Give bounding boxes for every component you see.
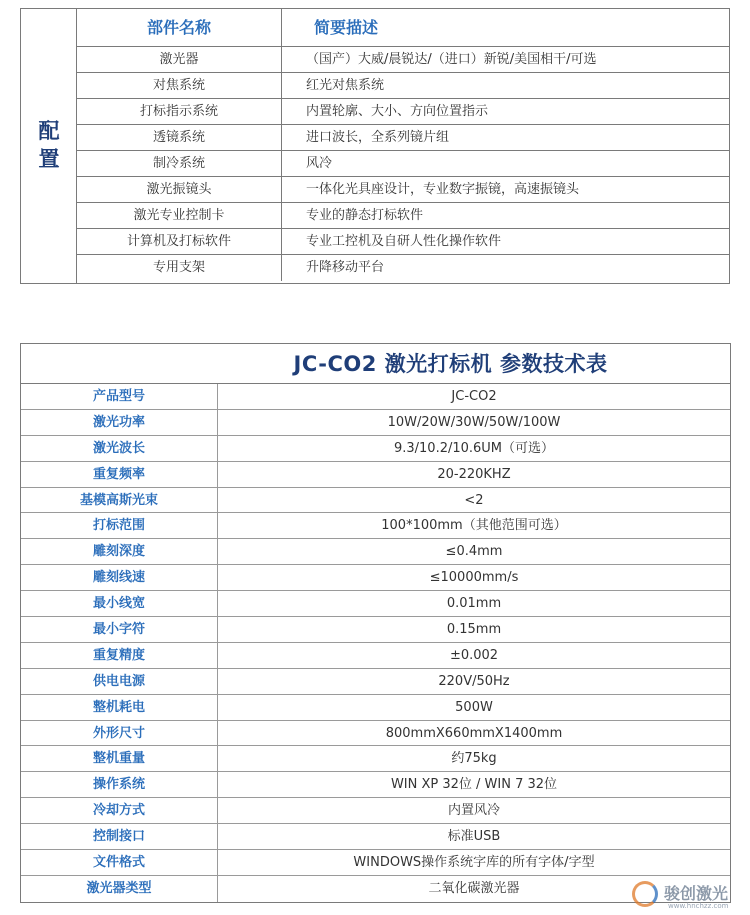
config-part-cell: 激光振镜头 [77, 177, 282, 202]
config-part-cell: 对焦系统 [77, 73, 282, 98]
spec-value-cell: 500W [455, 699, 493, 715]
spec-key-cell: 重复频率 [21, 462, 218, 487]
config-part-cell: 透镜系统 [77, 125, 282, 150]
spec-row [21, 565, 730, 591]
spec-key-cell: 重复精度 [21, 643, 218, 668]
spec-key-cell: 激光器类型 [21, 876, 218, 902]
spec-row [21, 695, 730, 721]
spec-value-cell: ≤10000mm/s [429, 570, 519, 586]
spec-row [21, 643, 730, 669]
spec-key-cell: 打标范围 [21, 513, 218, 538]
config-part-cell: 专用支架 [77, 255, 282, 281]
spec-key-cell: 基模高斯光束 [21, 488, 218, 513]
spec-key-cell: 整机耗电 [21, 695, 218, 720]
config-row [77, 255, 729, 281]
spec-key-cell: 激光功率 [21, 410, 218, 435]
spec-key-cell: 文件格式 [21, 850, 218, 875]
spec-title: JC-CO2 激光打标机 参数技术表 [21, 344, 730, 384]
spec-value-cell: WIN XP 32位 / WIN 7 32位 [390, 777, 558, 793]
watermark-url: www.hnchzz.com [668, 902, 729, 910]
spec-row [21, 798, 730, 824]
spec-value-cell: 9.3/10.2/10.6UM（可选） [393, 440, 555, 456]
spec-row [21, 410, 730, 436]
spec-row [21, 488, 730, 514]
config-row [77, 73, 729, 99]
config-desc-cell: （国产）大威/晨锐达/（进口）新锐/美国相干/可选 [306, 52, 597, 67]
spec-key-cell: 产品型号 [21, 384, 218, 409]
config-desc-cell: 专业的静态打标软件 [306, 208, 424, 223]
config-row [77, 125, 729, 151]
spec-key-cell: 雕刻深度 [21, 539, 218, 564]
spec-value-cell: WINDOWS操作系统字库的所有字体/字型 [353, 855, 595, 871]
watermark-text: 骏创激光 [664, 884, 729, 903]
config-header-desc: 简要描述 [314, 18, 379, 37]
config-desc-cell: 红光对焦系统 [306, 78, 385, 93]
spec-row [21, 539, 730, 565]
spec-value-cell: 20-220KHZ [437, 466, 511, 482]
config-header-row [77, 9, 729, 47]
config-row [77, 99, 729, 125]
spec-key-cell: 操作系统 [21, 772, 218, 797]
config-desc-cell: 专业工控机及自研人性化操作软件 [306, 234, 502, 249]
spec-row [21, 850, 730, 876]
spec-row [21, 772, 730, 798]
spec-value-cell: ±0.002 [449, 647, 499, 663]
spec-value-cell: JC-CO2 [451, 389, 497, 404]
spec-key-cell: 整机重量 [21, 746, 218, 771]
logo-icon [632, 881, 658, 907]
spec-row [21, 876, 730, 902]
spec-row [21, 513, 730, 539]
spec-key-cell: 冷却方式 [21, 798, 218, 823]
spec-value-cell: 10W/20W/30W/50W/100W [387, 414, 561, 430]
config-desc-cell: 风冷 [306, 156, 333, 171]
config-desc-cell: 进口波长，全系列镜片组 [306, 130, 450, 145]
spec-row [21, 721, 730, 747]
config-row [77, 229, 729, 255]
config-row [77, 151, 729, 177]
spec-value-cell: 二氧化碳激光器 [428, 880, 520, 896]
spec-value-cell: 约75kg [451, 751, 497, 767]
config-side-column [21, 9, 77, 283]
spec-key-cell: 雕刻线速 [21, 565, 218, 590]
config-table [20, 8, 730, 284]
config-part-cell: 制冷系统 [77, 151, 282, 176]
config-part-cell: 激光专业控制卡 [77, 203, 282, 228]
spec-key-cell: 最小线宽 [21, 591, 218, 616]
watermark-logo [632, 877, 742, 911]
spec-row [21, 746, 730, 772]
spec-row [21, 617, 730, 643]
config-part-cell: 计算机及打标软件 [77, 229, 282, 254]
spec-value-cell: ≤0.4mm [445, 544, 503, 560]
spec-value-cell: 800mmX660mmX1400mm [385, 725, 563, 741]
spec-table [20, 343, 731, 903]
config-rows [77, 9, 729, 283]
spec-key-cell: 激光波长 [21, 436, 218, 461]
spec-row [21, 669, 730, 695]
config-header-part: 部件名称 [77, 9, 282, 46]
spec-value-cell: 0.15mm [446, 622, 502, 638]
spec-row [21, 591, 730, 617]
config-side-label: 配 置 [38, 119, 60, 171]
config-row [77, 203, 729, 229]
spec-key-cell: 最小字符 [21, 617, 218, 642]
spec-value-cell: 内置风冷 [447, 803, 500, 819]
config-desc-cell: 一体化光具座设计，专业数字振镜，高速振镜头 [306, 182, 580, 197]
spec-key-cell: 控制接口 [21, 824, 218, 849]
spec-value-cell: 标准USB [447, 829, 501, 845]
spec-value-cell: 100*100mm（其他范围可选） [381, 518, 567, 534]
config-row [77, 177, 729, 203]
spec-row [21, 384, 730, 410]
spec-value-cell: <2 [464, 492, 484, 508]
config-desc-cell: 内置轮廓、大小、方向位置指示 [306, 104, 489, 119]
config-desc-cell: 升降移动平台 [306, 260, 385, 275]
config-part-cell: 打标指示系统 [77, 99, 282, 124]
spec-key-cell: 外形尺寸 [21, 721, 218, 746]
spec-row [21, 462, 730, 488]
config-part-cell: 激光器 [77, 47, 282, 72]
spec-key-cell: 供电电源 [21, 669, 218, 694]
spec-value-cell: 0.01mm [446, 596, 502, 612]
config-row [77, 47, 729, 73]
spec-value-cell: 220V/50Hz [438, 673, 510, 689]
spec-row [21, 436, 730, 462]
spec-row [21, 824, 730, 850]
